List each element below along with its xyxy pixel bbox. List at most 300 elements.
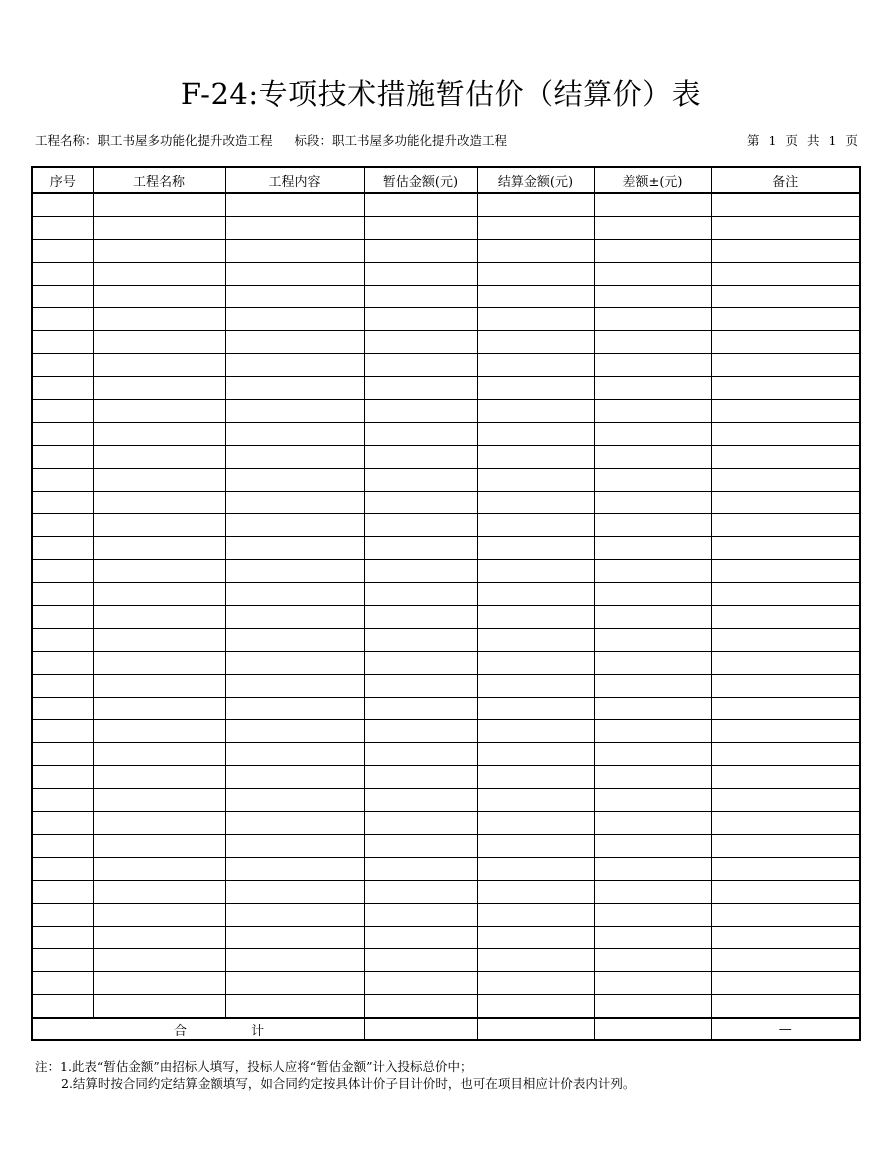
table-cell (32, 834, 93, 857)
table-cell (93, 606, 225, 629)
table-row (32, 491, 860, 514)
table-row (32, 445, 860, 468)
table-row (32, 606, 860, 629)
table-cell (364, 628, 477, 651)
table-cell (477, 628, 594, 651)
table-cell (594, 926, 711, 949)
table-cell (93, 514, 225, 537)
page-gong: 共 (807, 133, 820, 148)
table-cell (225, 743, 364, 766)
table-cell (225, 239, 364, 262)
table-cell (93, 903, 225, 926)
table-cell (477, 972, 594, 995)
table-cell (364, 583, 477, 606)
table-cell (93, 766, 225, 789)
table-row (32, 628, 860, 651)
table-cell (225, 262, 364, 285)
table-cell (594, 377, 711, 400)
table-cell (225, 377, 364, 400)
table-cell (225, 834, 364, 857)
table-cell (32, 491, 93, 514)
col-header-settlement-amount: 结算金额(元) (477, 167, 594, 193)
table-cell (93, 972, 225, 995)
table-cell (711, 880, 860, 903)
table-cell (594, 468, 711, 491)
table-cell (32, 331, 93, 354)
table-cell (32, 285, 93, 308)
table-cell (364, 949, 477, 972)
table-cell (32, 903, 93, 926)
table-cell (32, 857, 93, 880)
table-cell (32, 422, 93, 445)
col-header-content: 工程内容 (225, 167, 364, 193)
table-cell (93, 354, 225, 377)
page-title: F-24:专项技术措施暂估价（结算价）表 (180, 77, 702, 111)
table-cell (477, 720, 594, 743)
table-cell (711, 972, 860, 995)
table-cell (93, 239, 225, 262)
table-cell (93, 331, 225, 354)
section-name: 标段：职工书屋多功能化提升改造工程 (294, 133, 508, 148)
total-settlement-cell (477, 1018, 594, 1040)
table-cell (225, 697, 364, 720)
table-cell (594, 674, 711, 697)
table-cell (364, 880, 477, 903)
table-cell (711, 400, 860, 423)
table-cell (711, 583, 860, 606)
table-cell (225, 285, 364, 308)
table-cell (594, 262, 711, 285)
table-cell (225, 651, 364, 674)
table-cell (225, 193, 364, 216)
table-cell (477, 949, 594, 972)
table-row (32, 583, 860, 606)
table-cell (477, 766, 594, 789)
table-cell (594, 857, 711, 880)
table-cell (225, 857, 364, 880)
table-cell (364, 445, 477, 468)
table-cell (225, 400, 364, 423)
table-cell (93, 537, 225, 560)
table-cell (225, 216, 364, 239)
table-cell (364, 239, 477, 262)
table-cell (225, 812, 364, 835)
table-cell (225, 514, 364, 537)
table-cell (477, 514, 594, 537)
table-cell (364, 606, 477, 629)
table-row (32, 262, 860, 285)
table-cell (93, 674, 225, 697)
table-cell (711, 834, 860, 857)
table-cell (477, 651, 594, 674)
table-cell (594, 628, 711, 651)
table-cell (225, 949, 364, 972)
table-cell (594, 400, 711, 423)
col-header-project-name: 工程名称 (93, 167, 225, 193)
table-row (32, 285, 860, 308)
table-cell (364, 857, 477, 880)
table-row (32, 422, 860, 445)
table-cell (477, 880, 594, 903)
table-cell (93, 995, 225, 1018)
table-cell (93, 720, 225, 743)
table-cell (32, 743, 93, 766)
table-cell (364, 766, 477, 789)
table-row (32, 331, 860, 354)
table-row (32, 308, 860, 331)
table-cell (93, 583, 225, 606)
table-cell (225, 583, 364, 606)
table-cell (711, 857, 860, 880)
table-cell (594, 766, 711, 789)
table-cell (32, 674, 93, 697)
table-cell (364, 193, 477, 216)
table-cell (32, 789, 93, 812)
col-header-remarks: 备注 (711, 167, 860, 193)
table-cell (364, 308, 477, 331)
table-cell (477, 422, 594, 445)
table-cell (711, 789, 860, 812)
table-cell (93, 377, 225, 400)
table-cell (32, 308, 93, 331)
page-total: 1 (828, 133, 837, 148)
table-row (32, 926, 860, 949)
table-cell (93, 628, 225, 651)
table-cell (93, 789, 225, 812)
table-cell (93, 949, 225, 972)
table-cell (594, 331, 711, 354)
table-cell (711, 812, 860, 835)
table-cell (364, 422, 477, 445)
table-cell (225, 720, 364, 743)
table-cell (93, 400, 225, 423)
table-cell (364, 560, 477, 583)
table-cell (594, 491, 711, 514)
table-cell (711, 422, 860, 445)
table-cell (594, 308, 711, 331)
table-cell (711, 537, 860, 560)
table-row (32, 239, 860, 262)
table-cell (594, 583, 711, 606)
table-cell (477, 697, 594, 720)
table-row (32, 766, 860, 789)
table-cell (32, 354, 93, 377)
table-cell (225, 972, 364, 995)
table-cell (477, 445, 594, 468)
total-difference-cell (594, 1018, 711, 1040)
table-cell (93, 445, 225, 468)
table-cell (225, 880, 364, 903)
table-cell (225, 766, 364, 789)
table-cell (477, 857, 594, 880)
table-cell (32, 560, 93, 583)
table-cell (32, 400, 93, 423)
page-ye: 页 (785, 133, 799, 148)
table-cell (93, 491, 225, 514)
table-cell (711, 514, 860, 537)
table-cell (594, 949, 711, 972)
table-cell (711, 674, 860, 697)
table-cell (93, 262, 225, 285)
table-cell (477, 262, 594, 285)
table-cell (32, 468, 93, 491)
table-cell (364, 216, 477, 239)
table-cell (711, 926, 860, 949)
table-cell (711, 239, 860, 262)
table-cell (594, 514, 711, 537)
table-cell (711, 308, 860, 331)
table-cell (477, 606, 594, 629)
table-cell (93, 285, 225, 308)
table-cell (711, 216, 860, 239)
table-cell (477, 537, 594, 560)
table-row (32, 674, 860, 697)
table-row (32, 537, 860, 560)
table-cell (711, 377, 860, 400)
table-cell (32, 949, 93, 972)
col-header-index: 序号 (32, 167, 93, 193)
table-cell (225, 995, 364, 1018)
table-cell (32, 583, 93, 606)
estimate-table (31, 166, 861, 1041)
table-cell (594, 445, 711, 468)
table-cell (225, 491, 364, 514)
table-cell (477, 743, 594, 766)
project-info (35, 132, 507, 150)
table-cell (477, 926, 594, 949)
table-row (32, 651, 860, 674)
page-indicator (738, 132, 858, 150)
table-cell (32, 926, 93, 949)
table-cell (93, 697, 225, 720)
table-cell (364, 354, 477, 377)
table-cell (32, 812, 93, 835)
table-cell (93, 880, 225, 903)
col-header-estimated-amount: 暂估金额(元) (364, 167, 477, 193)
table-cell (32, 766, 93, 789)
table-cell (594, 812, 711, 835)
table-cell (477, 560, 594, 583)
table-row (32, 972, 860, 995)
table-cell (32, 445, 93, 468)
table-cell (594, 834, 711, 857)
table-cell (364, 285, 477, 308)
table-cell (225, 445, 364, 468)
table-cell (225, 674, 364, 697)
table-row (32, 697, 860, 720)
table-cell (711, 560, 860, 583)
table-cell (477, 216, 594, 239)
table-cell (711, 766, 860, 789)
total-row (32, 1018, 860, 1040)
total-label: 合 计 (174, 1023, 295, 1039)
table-cell (93, 812, 225, 835)
table-cell (364, 834, 477, 857)
table-cell (93, 857, 225, 880)
table-cell (364, 377, 477, 400)
table-cell (477, 331, 594, 354)
table-cell (32, 628, 93, 651)
table-cell (32, 216, 93, 239)
table-cell (364, 995, 477, 1018)
table-row (32, 354, 860, 377)
table-cell (594, 354, 711, 377)
table-cell (711, 949, 860, 972)
table-cell (93, 308, 225, 331)
table-row (32, 789, 860, 812)
table-cell (594, 560, 711, 583)
table-cell (477, 308, 594, 331)
table-cell (711, 491, 860, 514)
table-cell (477, 674, 594, 697)
table-cell (594, 422, 711, 445)
table-row (32, 903, 860, 926)
table-cell (711, 468, 860, 491)
table-cell (594, 239, 711, 262)
notes (35, 1058, 635, 1092)
table-cell (477, 400, 594, 423)
table-cell (477, 834, 594, 857)
total-label-cell (32, 1018, 364, 1040)
table-cell (594, 903, 711, 926)
table-cell (225, 903, 364, 926)
table-cell (594, 995, 711, 1018)
table-cell (711, 720, 860, 743)
table-cell (364, 514, 477, 537)
table-cell (225, 606, 364, 629)
table-cell (364, 262, 477, 285)
table-cell (711, 995, 860, 1018)
table-cell (364, 331, 477, 354)
table-cell (32, 995, 93, 1018)
table-cell (364, 537, 477, 560)
table-cell (93, 422, 225, 445)
table-cell (711, 743, 860, 766)
table-row (32, 514, 860, 537)
table-cell (364, 400, 477, 423)
total-remark-cell: — (711, 1018, 860, 1040)
table-cell (93, 468, 225, 491)
table-cell (32, 262, 93, 285)
table-cell (594, 285, 711, 308)
table-cell (32, 697, 93, 720)
table-cell (477, 377, 594, 400)
table-row (32, 857, 860, 880)
table-cell (711, 445, 860, 468)
table-cell (32, 720, 93, 743)
table-cell (477, 193, 594, 216)
table-row (32, 216, 860, 239)
table-cell (364, 743, 477, 766)
table-cell (711, 606, 860, 629)
table-cell (594, 697, 711, 720)
table-cell (711, 262, 860, 285)
table-cell (594, 606, 711, 629)
table-cell (477, 491, 594, 514)
table-cell (594, 743, 711, 766)
table-row (32, 468, 860, 491)
table-cell (594, 216, 711, 239)
table-cell (711, 193, 860, 216)
project-name: 工程名称：职工书屋多功能化提升改造工程 (35, 133, 273, 148)
table-cell (711, 354, 860, 377)
table-cell (32, 880, 93, 903)
col-header-difference: 差额±(元) (594, 167, 711, 193)
table-cell (711, 285, 860, 308)
table-cell (711, 651, 860, 674)
table-cell (32, 514, 93, 537)
table-cell (477, 995, 594, 1018)
table-row (32, 995, 860, 1018)
table-cell (225, 789, 364, 812)
table-cell (364, 812, 477, 835)
table-cell (477, 285, 594, 308)
table-cell (225, 422, 364, 445)
table-cell (477, 789, 594, 812)
table-cell (32, 537, 93, 560)
table-row (32, 812, 860, 835)
table-cell (93, 651, 225, 674)
table-row (32, 743, 860, 766)
table-row (32, 720, 860, 743)
page-di: 第 (747, 133, 760, 148)
page-current: 1 (768, 133, 777, 148)
table-cell (225, 628, 364, 651)
table-cell (225, 331, 364, 354)
table-cell (32, 193, 93, 216)
table-cell (32, 377, 93, 400)
table-cell (93, 834, 225, 857)
table-cell (594, 880, 711, 903)
table-cell (364, 972, 477, 995)
table-cell (594, 720, 711, 743)
table-cell (93, 560, 225, 583)
table-cell (711, 628, 860, 651)
table-cell (477, 583, 594, 606)
table-cell (364, 720, 477, 743)
table-header-row (32, 167, 860, 193)
table-cell (477, 903, 594, 926)
table-cell (364, 697, 477, 720)
table-cell (477, 812, 594, 835)
table-cell (594, 972, 711, 995)
table-cell (711, 697, 860, 720)
table-cell (225, 560, 364, 583)
table-row (32, 560, 860, 583)
table-cell (364, 651, 477, 674)
table-cell (32, 239, 93, 262)
table-cell (225, 537, 364, 560)
page-ye-2: 页 (845, 133, 858, 148)
table-row (32, 400, 860, 423)
table-cell (477, 468, 594, 491)
table-cell (93, 193, 225, 216)
table-cell (32, 972, 93, 995)
table-cell (93, 926, 225, 949)
table-cell (225, 926, 364, 949)
note-2: 2.结算时按合同约定结算金额填写，如合同约定按具体计价子目计价时，也可在项目相应计价表内计列。 (61, 1076, 636, 1091)
table-cell (32, 651, 93, 674)
table-cell (711, 903, 860, 926)
table-row (32, 834, 860, 857)
table-cell (364, 468, 477, 491)
table-cell (477, 239, 594, 262)
total-estimated-cell (364, 1018, 477, 1040)
table-row (32, 377, 860, 400)
table-cell (225, 468, 364, 491)
table-cell (364, 491, 477, 514)
table-cell (93, 743, 225, 766)
